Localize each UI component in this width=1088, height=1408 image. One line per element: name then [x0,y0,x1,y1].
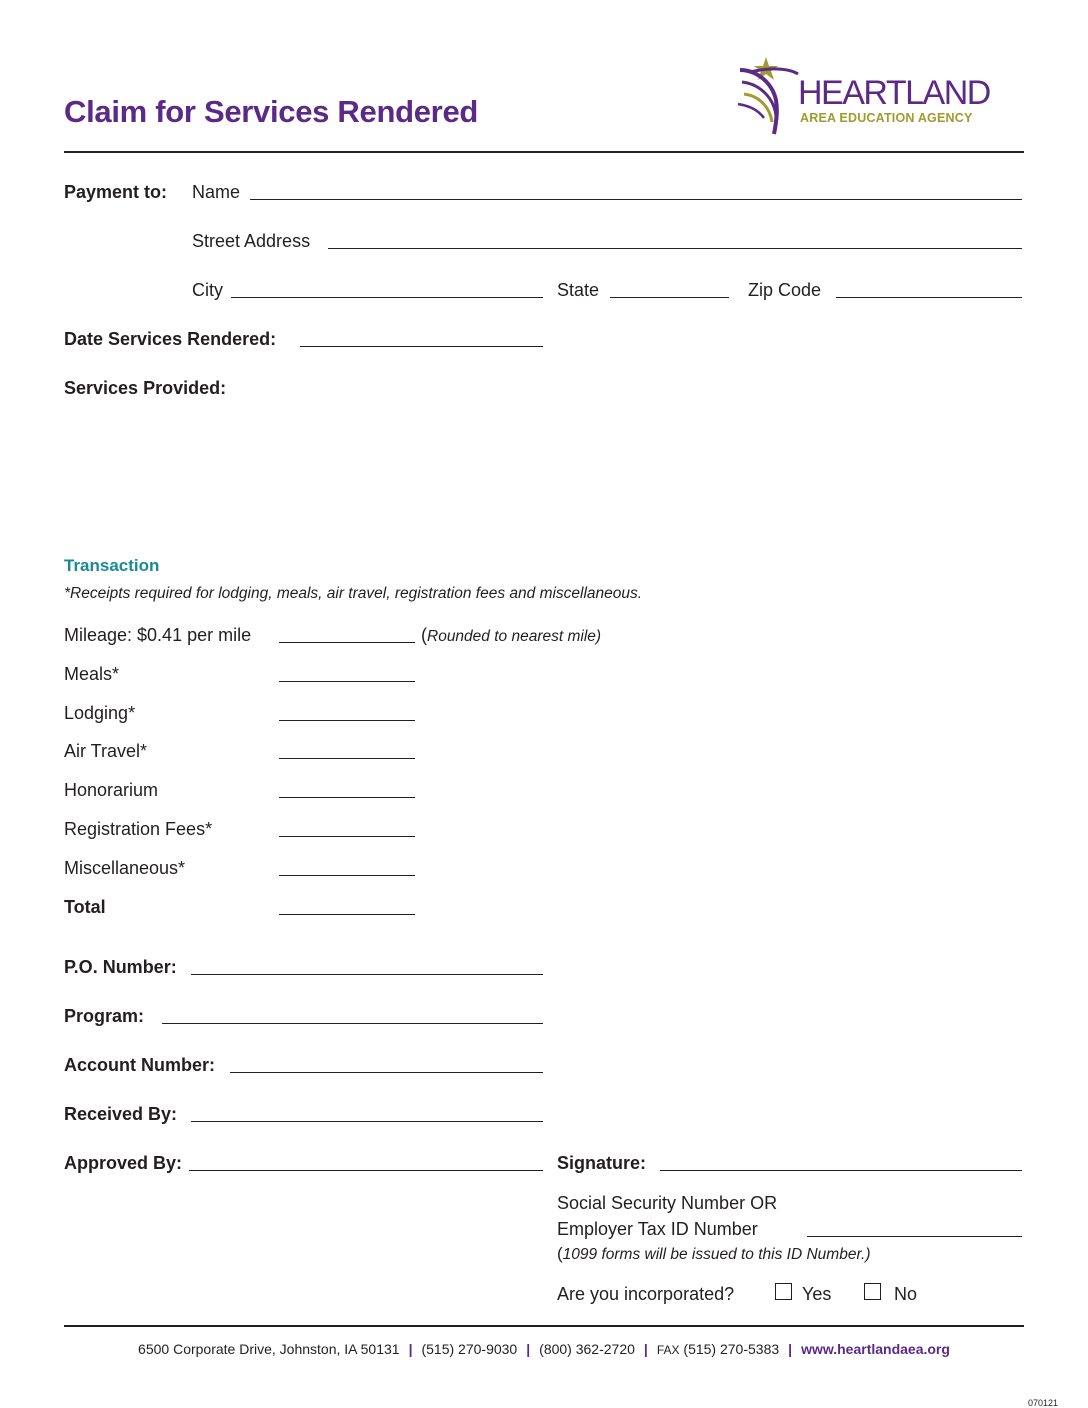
signature-field[interactable] [660,1170,1022,1171]
lodging-label: Lodging* [64,703,136,723]
state-field[interactable] [610,297,729,298]
payment-to-label: Payment to: [64,182,168,202]
signature-label: Signature: [557,1153,647,1173]
mileage-note [421,624,601,648]
date-services-label: Date Services Rendered: [64,329,277,349]
tax-id-field[interactable] [807,1236,1022,1237]
air-travel-label: Air Travel* [64,741,148,761]
name-label: Name [192,182,241,202]
footer-separator: | [526,1341,531,1357]
footer-separator: | [408,1341,413,1357]
footer-address: 6500 Corporate Drive, Johnston, IA 50131 [138,1341,400,1357]
registration-fees-field[interactable] [279,836,415,837]
registration-fees-label: Registration Fees* [64,819,213,839]
services-provided-area[interactable] [64,402,1022,542]
yes-label: Yes [802,1284,832,1304]
received-by-label: Received By: [64,1104,178,1124]
total-label: Total [64,897,106,917]
footer-phone-tollfree: (800) 362-2720 [539,1341,635,1357]
account-number-label: Account Number: [64,1055,216,1075]
honorarium-field[interactable] [279,797,415,798]
no-label: No [894,1284,918,1304]
logo-subtitle: AREA EDUCATION AGENCY [800,111,973,125]
incorporated-question: Are you incorporated? [557,1284,735,1304]
mileage-field[interactable] [279,642,415,643]
po-number-label: P.O. Number: [64,957,177,977]
logo-star-swoosh-icon [736,52,806,142]
footer-contact [0,1341,1088,1357]
footer-separator: | [643,1341,648,1357]
footer-phone-local: (515) 270-9030 [421,1341,518,1357]
mileage-note-paren: ( [421,625,427,645]
transaction-heading: Transaction [64,556,160,575]
received-by-field[interactable] [191,1121,543,1122]
street-address-field[interactable] [328,248,1022,249]
approved-by-field[interactable] [189,1170,543,1171]
logo-name: HEARTLAND [798,74,990,112]
page-title: Claim for Services Rendered [64,94,479,129]
yes-checkbox[interactable] [775,1283,792,1300]
no-checkbox[interactable] [864,1283,881,1300]
street-address-label: Street Address [192,231,311,251]
approved-by-label: Approved By: [64,1153,183,1173]
air-travel-field[interactable] [279,758,415,759]
program-field[interactable] [162,1023,543,1024]
services-provided-label: Services Provided: [64,378,227,398]
header-divider [64,151,1024,153]
city-label: City [192,280,223,300]
footer-divider [64,1325,1024,1327]
meals-field[interactable] [279,681,415,682]
program-label: Program: [64,1006,145,1026]
zip-code-field[interactable] [836,297,1022,298]
lodging-field[interactable] [279,720,415,721]
mileage-note-text: Rounded to nearest mile) [427,628,602,645]
footer-separator: | [788,1341,793,1357]
honorarium-label: Honorarium [64,780,159,800]
form-code: 070121 [1028,1398,1059,1408]
zip-code-label: Zip Code [748,280,822,300]
tax-id-label-line1: Social Security Number OR [557,1193,778,1213]
name-field[interactable] [250,199,1022,200]
account-number-field[interactable] [230,1072,543,1073]
date-services-field[interactable] [300,346,543,347]
tax-id-note-text: 1099 forms will be issued to this ID Number.) [562,1246,871,1263]
receipts-note: *Receipts required for lodging, meals, air travel, registration fees and miscellaneous. [64,585,643,602]
tax-id-label-line2: Employer Tax ID Number [557,1219,758,1239]
tax-id-note-paren: ( [557,1244,563,1263]
city-field[interactable] [231,297,543,298]
po-number-field[interactable] [191,974,543,975]
footer-fax: (515) 270-5383 [683,1341,780,1357]
state-label: State [557,280,600,300]
footer-fax-label: FAX [656,1343,680,1357]
miscellaneous-field[interactable] [279,875,415,876]
miscellaneous-label: Miscellaneous* [64,858,186,878]
footer-website-link[interactable]: www.heartlandaea.org [801,1341,950,1357]
tax-id-note [557,1243,871,1266]
meals-label: Meals* [64,664,120,684]
mileage-label: Mileage: $0.41 per mile [64,625,252,645]
total-field[interactable] [279,914,415,915]
